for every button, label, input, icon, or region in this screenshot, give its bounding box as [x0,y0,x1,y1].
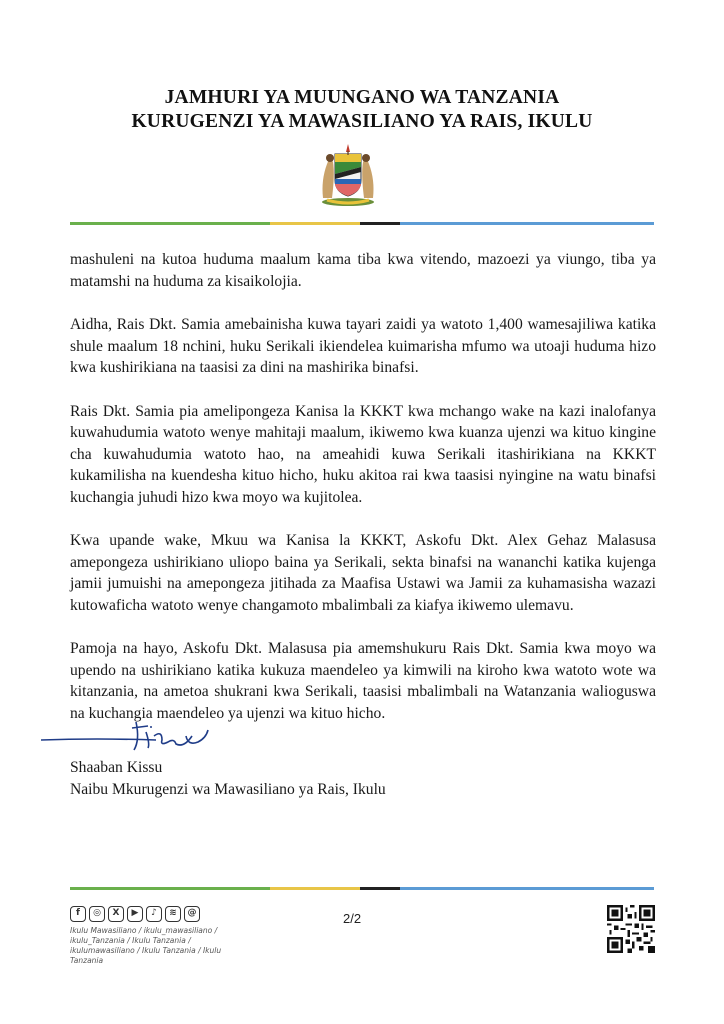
youtube-icon[interactable]: ▶ [127,906,143,922]
handles-line-2: ikulu_Tanzania / Ikulu Tanzania / [70,936,191,945]
paragraph-5: Pamoja na hayo, Askofu Dkt. Malasusa pia amemshukuru Rais Dkt. Samia kwa moyo wa upendo na ushirikiano katika kukuza maendeleo ya kimwili na kiroho kwa watoto wote wa kitanzania, na ametoa shukrani kwa Serikali, taasisi mbalimbali na Watanzania walioguswa na kuchangia maendeleo ya ujenzi wa kituo hicho. [70,640,656,722]
instagram-icon[interactable]: ◎ [89,906,105,922]
tricolor-divider-bottom [70,887,654,890]
handles-line-3: ikulumawasiliano / Ikulu Tanzania / Ikulu Tanzania [70,946,222,965]
tiktok-icon[interactable]: ♪ [146,906,162,922]
signature-image [36,710,226,760]
tricolor-divider-top [70,222,654,225]
threads-icon[interactable]: @ [184,906,200,922]
page-number: 2/2 [343,911,362,926]
signer-title: Naibu Mkurugenzi wa Mawasiliano ya Rais, Ikulu [70,781,386,798]
coat-of-arms-icon [313,140,383,210]
letter-body [70,249,656,746]
paragraph-2: Aidha, Rais Dkt. Samia amebainisha kuwa tayari zaidi ya watoto 1,400 wamesajiliwa katika shule maalum 18 nchini, huku Serikali ikiendelea kuimarisha mfumo wa utoaji huduma hizo kwa kushirikiana na taasisi za dini na mashirika binafsi. [70,316,656,376]
spotify-icon[interactable]: ≋ [165,906,181,922]
signer-block [70,757,386,801]
letterhead-line-2: KURUGENZI YA MAWASILIANO YA RAIS, IKULU [131,111,593,132]
social-handles [70,926,250,966]
facebook-icon[interactable]: f [70,906,86,922]
paragraph-3: Rais Dkt. Samia pia amelipongeza Kanisa la KKKT kwa mchango wake na kazi inalofanya kuwahudumia watoto wenye mahitaji maalum, ikiwemo kwa kuanza ujenzi wa kituo kingine cha kuwahudumia watoto hao, na ameahidi kuwa Serikali itashirikiana na KKKT kukamilisha na kuendesha kituo hicho, huku akitoa rai kwa taasisi nyingine na watu binafsi kuchangia juhudi hizo kwa moyo wa kujitolea. [70,402,656,506]
handles-line-1: Ikulu Mawasiliano / ikulu_mawasiliano / [70,926,218,935]
social-icons [70,906,200,922]
signer-name: Shaaban Kissu [70,759,163,776]
x-icon[interactable]: X [108,906,124,922]
paragraph-4: Kwa upande wake, Mkuu wa Kanisa la KKKT, Askofu Dkt. Alex Gehaz Malasusa amepongeza ushirikiano uliopo baina ya Serikali, sekta binafsi na wananchi katika kujenga jamii jumuishi na amepongeza jitihada za Maafisa Ustawi wa Jamii za kuhamasisha wazazi kutowaficha watoto wenye changamoto mbalimbali za kiafya ikiwemo ulemavu. [70,532,656,614]
letterhead [0,86,724,134]
qr-code-icon[interactable] [607,905,655,953]
paragraph-1: mashuleni na kutoa huduma maalum kama tiba kwa vitendo, mazoezi ya viungo, tiba ya matamshi na huduma za kisaikolojia. [70,251,656,290]
letterhead-line-1: JAMHURI YA MUUNGANO WA TANZANIA [164,87,560,108]
